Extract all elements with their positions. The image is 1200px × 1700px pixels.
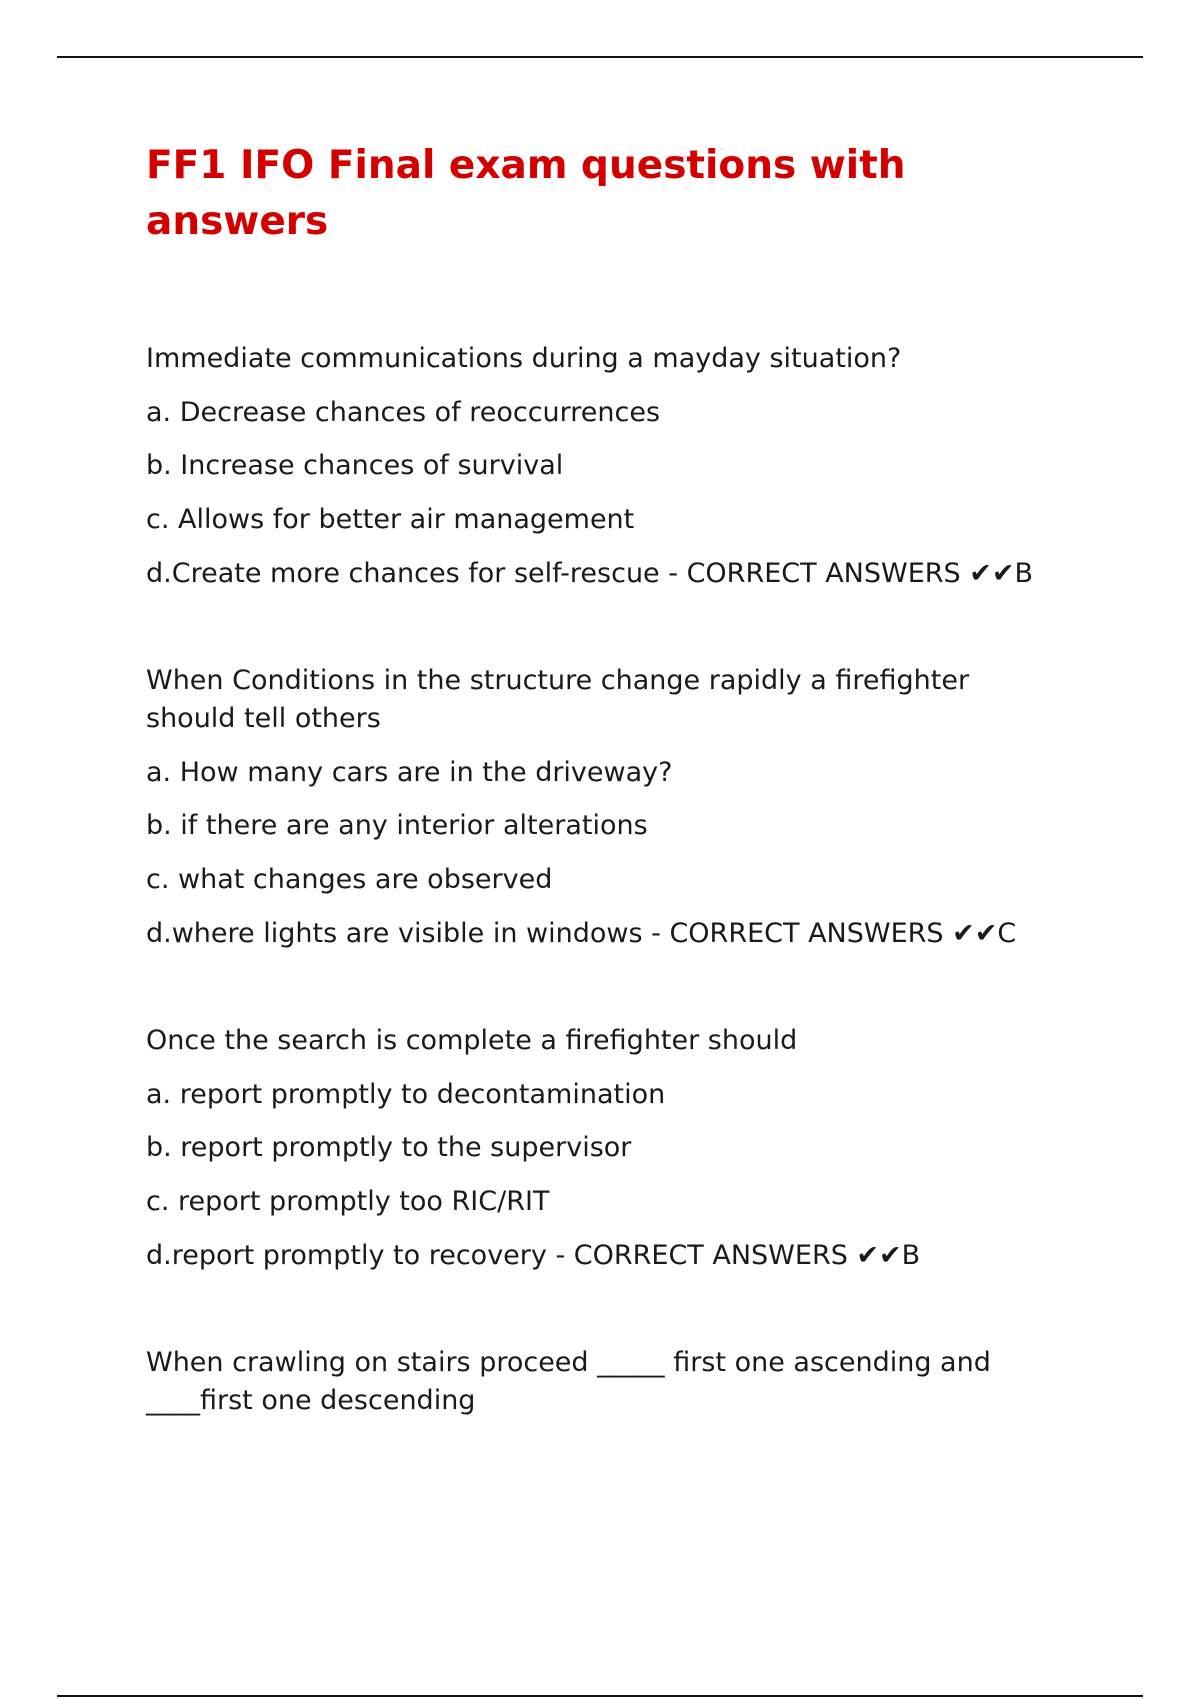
option-b: b. report promptly to the supervisor: [146, 1132, 632, 1163]
option-a: a. Decrease chances of reoccurrences: [146, 397, 661, 428]
option-d-answer: d.Create more chances for self-rescue - CORRECT ANSWERS ✔✔B: [146, 558, 1034, 589]
document-title: FF1 IFO Final exam questions with answers: [146, 143, 906, 244]
question-text: When crawling on stairs proceed _____ first one ascending and ____first one descending: [146, 1347, 991, 1416]
option-c: c. what changes are observed: [146, 864, 553, 895]
option-d-answer: d.report promptly to recovery - CORRECT ANSWERS ✔✔B: [146, 1240, 921, 1271]
option-a: a. report promptly to decontamination: [146, 1079, 666, 1110]
option-c: c. Allows for better air management: [146, 504, 635, 535]
option-c: c. report promptly too RIC/RIT: [146, 1186, 550, 1217]
question-3: [146, 1022, 1106, 1275]
option-b: b. if there are any interior alterations: [146, 810, 648, 841]
top-divider: [57, 56, 1143, 58]
option-d-answer: d.where lights are visible in windows - CORRECT ANSWERS ✔✔C: [146, 918, 1017, 949]
question-1: [146, 340, 1106, 593]
bottom-divider: [57, 1695, 1143, 1697]
document-body: [146, 138, 1106, 1420]
option-b: b. Increase chances of survival: [146, 450, 564, 481]
question-2: [146, 662, 1106, 953]
option-a: a. How many cars are in the driveway?: [146, 757, 673, 788]
question-text: When Conditions in the structure change rapidly a firefighter should tell others: [146, 665, 970, 734]
question-text: Once the search is complete a firefighter should: [146, 1025, 798, 1056]
question-text: Immediate communications during a mayday situation?: [146, 343, 902, 374]
question-4: [146, 1344, 1106, 1420]
